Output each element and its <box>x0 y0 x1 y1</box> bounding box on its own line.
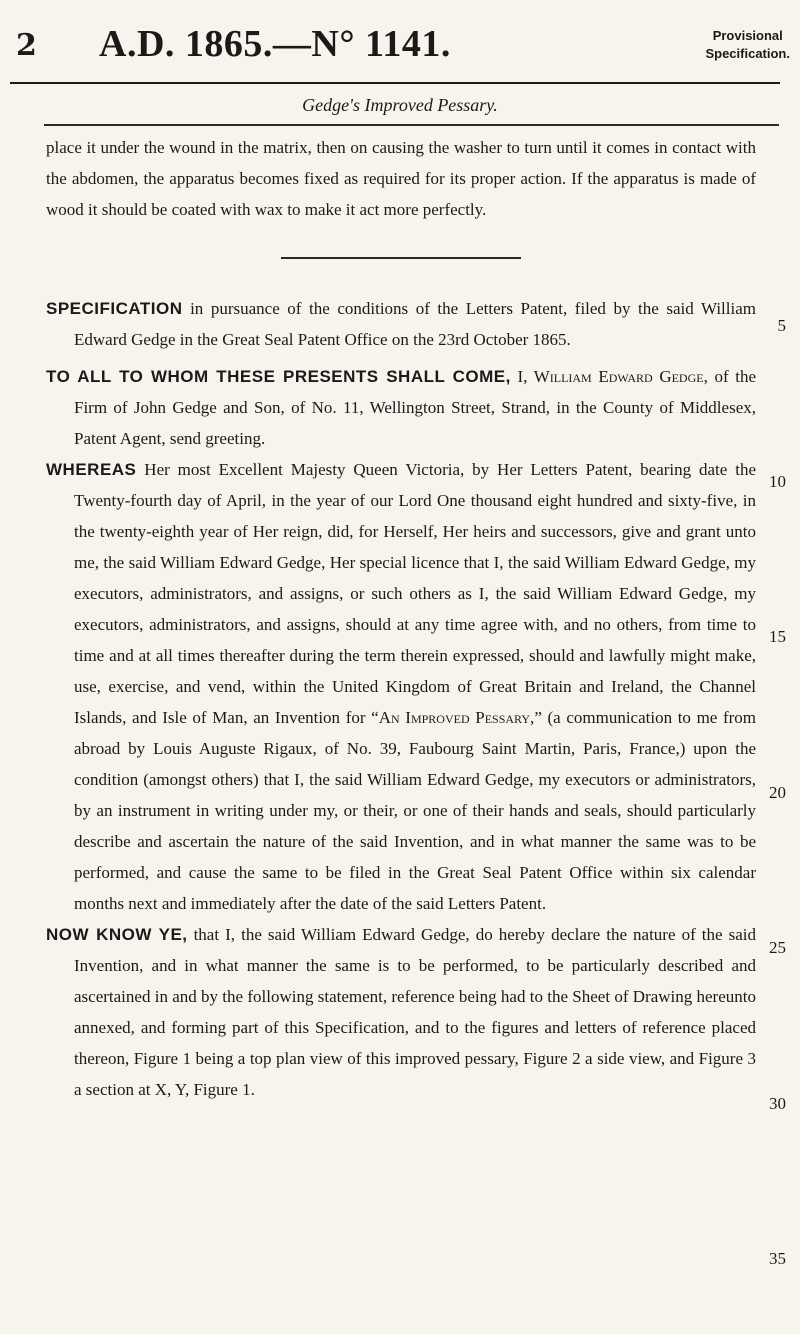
provisional-specification-label <box>705 27 790 62</box>
line-number: 30 <box>769 1094 786 1113</box>
line-number: 35 <box>769 1249 786 1268</box>
document-title: A.D. 1865.—N° 1141. <box>99 23 451 65</box>
side-label-line2: Specification. <box>705 45 790 61</box>
to-all-text: of the Firm of John Gedge and Son, of No. 11, Wellington Street, Strand, in the County of Middlesex, Patent Agent, send greeting. <box>74 367 757 448</box>
opening-paragraph: place it under the wound in the matrix, then on causing the washer to turn until it comes in contact with the abdomen, the apparatus becomes fixed as required for its proper action. If the apparatus is made of wood it should be coated with wax to make it act more perfectly. <box>46 138 756 219</box>
now-know-lead: NOW KNOW YE, <box>46 925 188 944</box>
whereas-lead: WHEREAS <box>46 460 137 479</box>
applicant-name: I, William Edward Gedge, <box>517 367 708 386</box>
whereas-text-1: Her most Excellent Majesty Queen Victoria, by Her Letters Patent, bearing date the Twenty-fourth day of April, in the year of our Lord One thousand eight hundred and sixty-five, in the twenty-eighth year of Her reign, did, for Herself, Her heirs and successors, give and grant unto me, the said William Edward Gedge, Her special licence that I, the said William Edward Gedge, my executors, administrators, and assigns, or such others as I, the said William Edward Gedge, my executors, administrators, and assigns, should at any time agree with, and no others, from time to time and at all times thereafter during the term therein expressed, should and lawfully might make, use, exercise, and vend, within the United Kingdom of Great Britain and Ireland, the Channel Islands, and Isle of Man, an Invention for “ <box>74 460 756 727</box>
section-separator <box>281 257 521 259</box>
now-know-paragraph <box>46 919 756 1105</box>
specification-heading <box>46 293 756 355</box>
header-rule <box>10 82 780 84</box>
line-number: 5 <box>777 316 786 335</box>
invention-title: An Improved Pessary, <box>378 708 535 727</box>
line-number: 10 <box>769 472 786 491</box>
specification-lead: SPECIFICATION <box>46 299 183 318</box>
line-number: 15 <box>769 627 786 646</box>
line-number: 20 <box>769 783 786 802</box>
page-number: 2 <box>16 28 37 63</box>
running-subtitle: Gedge's Improved Pessary. <box>302 95 498 115</box>
side-label-line1: Provisional <box>712 28 783 43</box>
line-number: 25 <box>769 938 786 957</box>
body-text <box>46 132 756 1105</box>
to-all-lead: TO ALL TO WHOM THESE PRESENTS SHALL COME, <box>46 367 511 386</box>
whereas-text-2: ” (a communication to me from abroad by Louis Auguste Rigaux, of No. 39, Faubourg Saint Martin, Paris, France,) upon the condition (amongst others) that I, the said William Edward Gedge, my executors or administrators, by an instrument in writing under my, or their, or one of their hands and seals, should particularly describe and ascertain the nature of the said Invention, and in what manner the same was to be performed, and cause the same to be filed in the Great Seal Patent Office within six calendar months next and immediately after the date of the said Letters Patent. <box>74 708 757 913</box>
now-know-text: that I, the said William Edward Gedge, do hereby declare the nature of the said Invention, and in what manner the same is to be performed, to be particularly described and ascertained in and by the following statement, reference being had to the Sheet of Drawing hereunto annexed, and forming part of this Specification, and to the figures and letters of reference placed thereon, Figure 1 being a top plan view of this improved pessary, Figure 2 a side view, and Figure 3 a section at X, Y, Figure 1. <box>74 925 756 1099</box>
subtitle-rule <box>44 124 779 126</box>
whereas-paragraph <box>46 454 756 919</box>
to-all-paragraph <box>46 361 756 454</box>
page-header <box>0 0 800 95</box>
specification-heading-text: in pursuance of the conditions of the Letters Patent, filed by the said William Edward Gedge in the Great Seal Patent Office on the 23rd October 1865. <box>74 299 756 349</box>
